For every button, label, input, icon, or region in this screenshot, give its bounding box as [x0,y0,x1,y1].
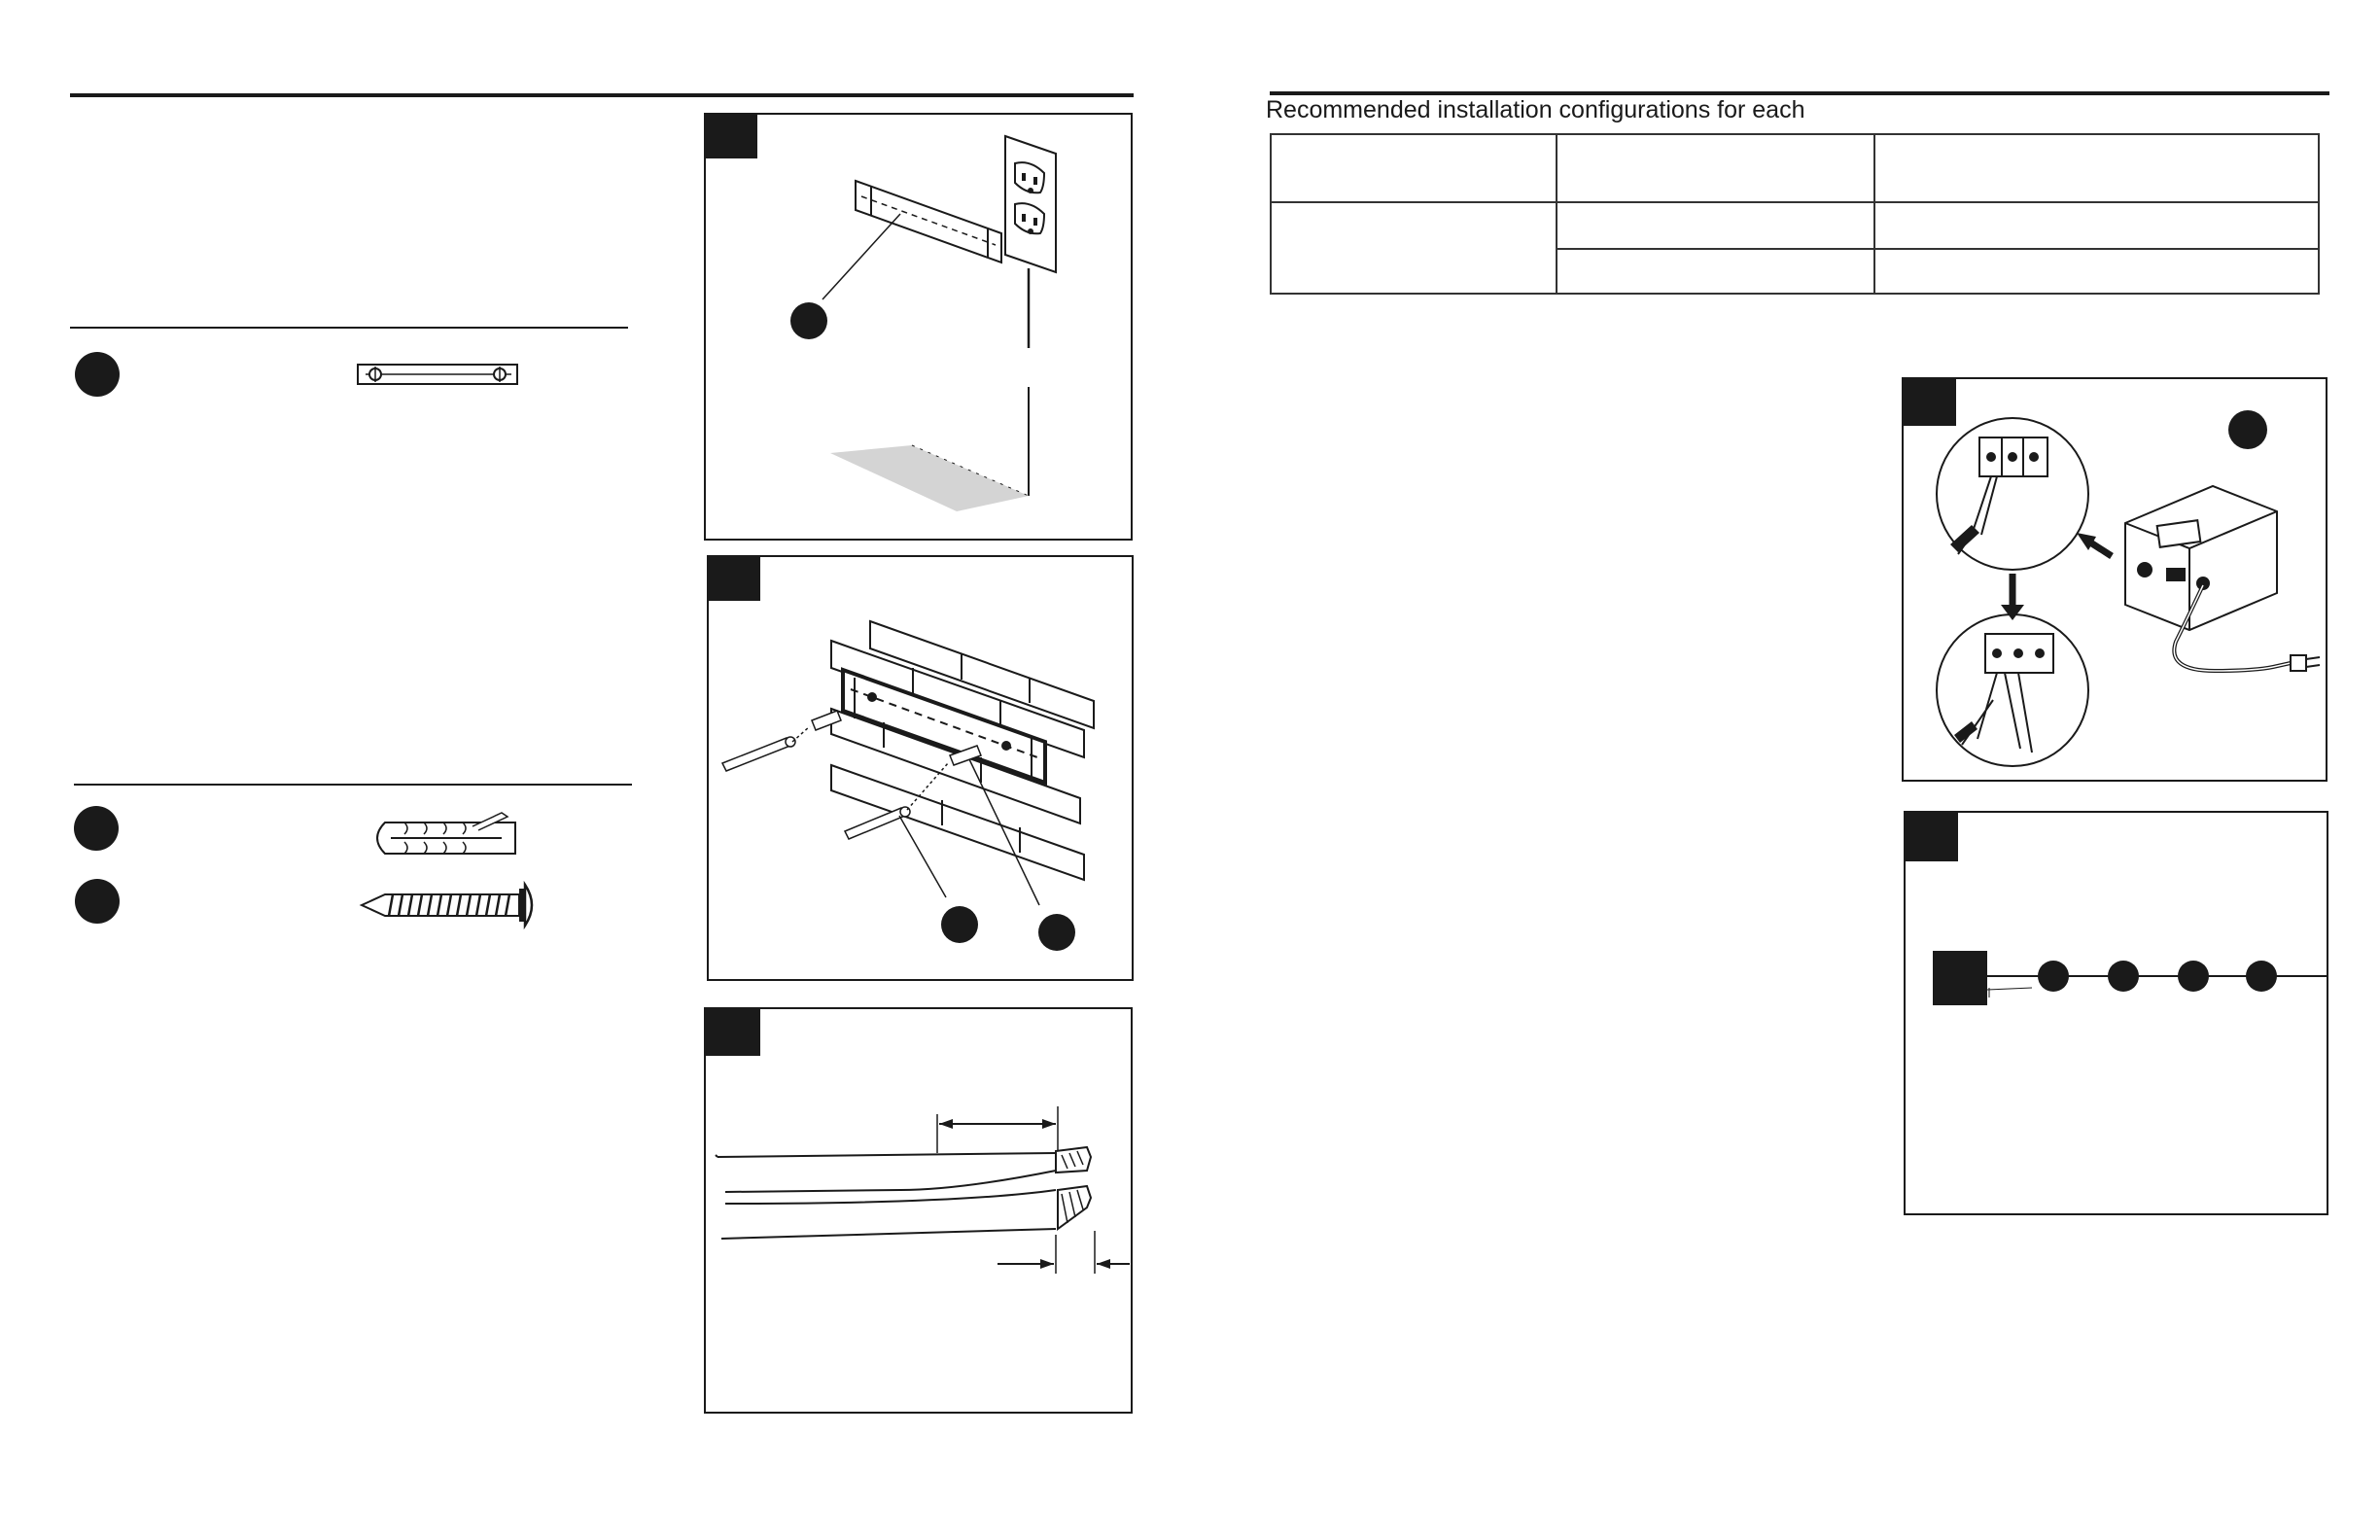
figure-step-5 [1904,811,2328,1215]
hardware-section-rule [74,784,632,786]
table-cell [1874,249,2319,294]
table-cell [1271,134,1557,202]
light-layout-diagram [1906,813,2327,1213]
bracket-mounted-on-brick-wall-illustration [709,557,1132,979]
mounting-bracket-icon [356,362,521,387]
figure-step-2 [707,555,1134,981]
screw-icon [358,879,541,931]
configuration-table [1270,133,2320,295]
left-header-rule [70,93,1134,97]
bracket-near-outlet-illustration [706,115,1131,539]
part-marker [75,879,120,924]
stripped-wire-illustration [706,1009,1131,1412]
parts-section-rule [70,327,628,329]
table-cell [1874,202,2319,249]
wall-anchor-icon [366,809,523,859]
figure-step-4 [1902,377,2328,782]
table-row [1271,134,2319,202]
part-marker [75,352,120,397]
table-cell [1557,202,1874,249]
part-marker [74,806,119,851]
table-cell [1557,134,1874,202]
figure-step-1 [704,113,1133,541]
table-cell [1557,249,1874,294]
transformer-wiring-illustration [1904,379,2326,780]
table-cell [1874,134,2319,202]
table-row [1271,202,2319,249]
table-cell [1271,202,1557,294]
table-caption: Recommended installation configurations for each [1266,96,1805,123]
figure-step-3 [704,1007,1133,1414]
